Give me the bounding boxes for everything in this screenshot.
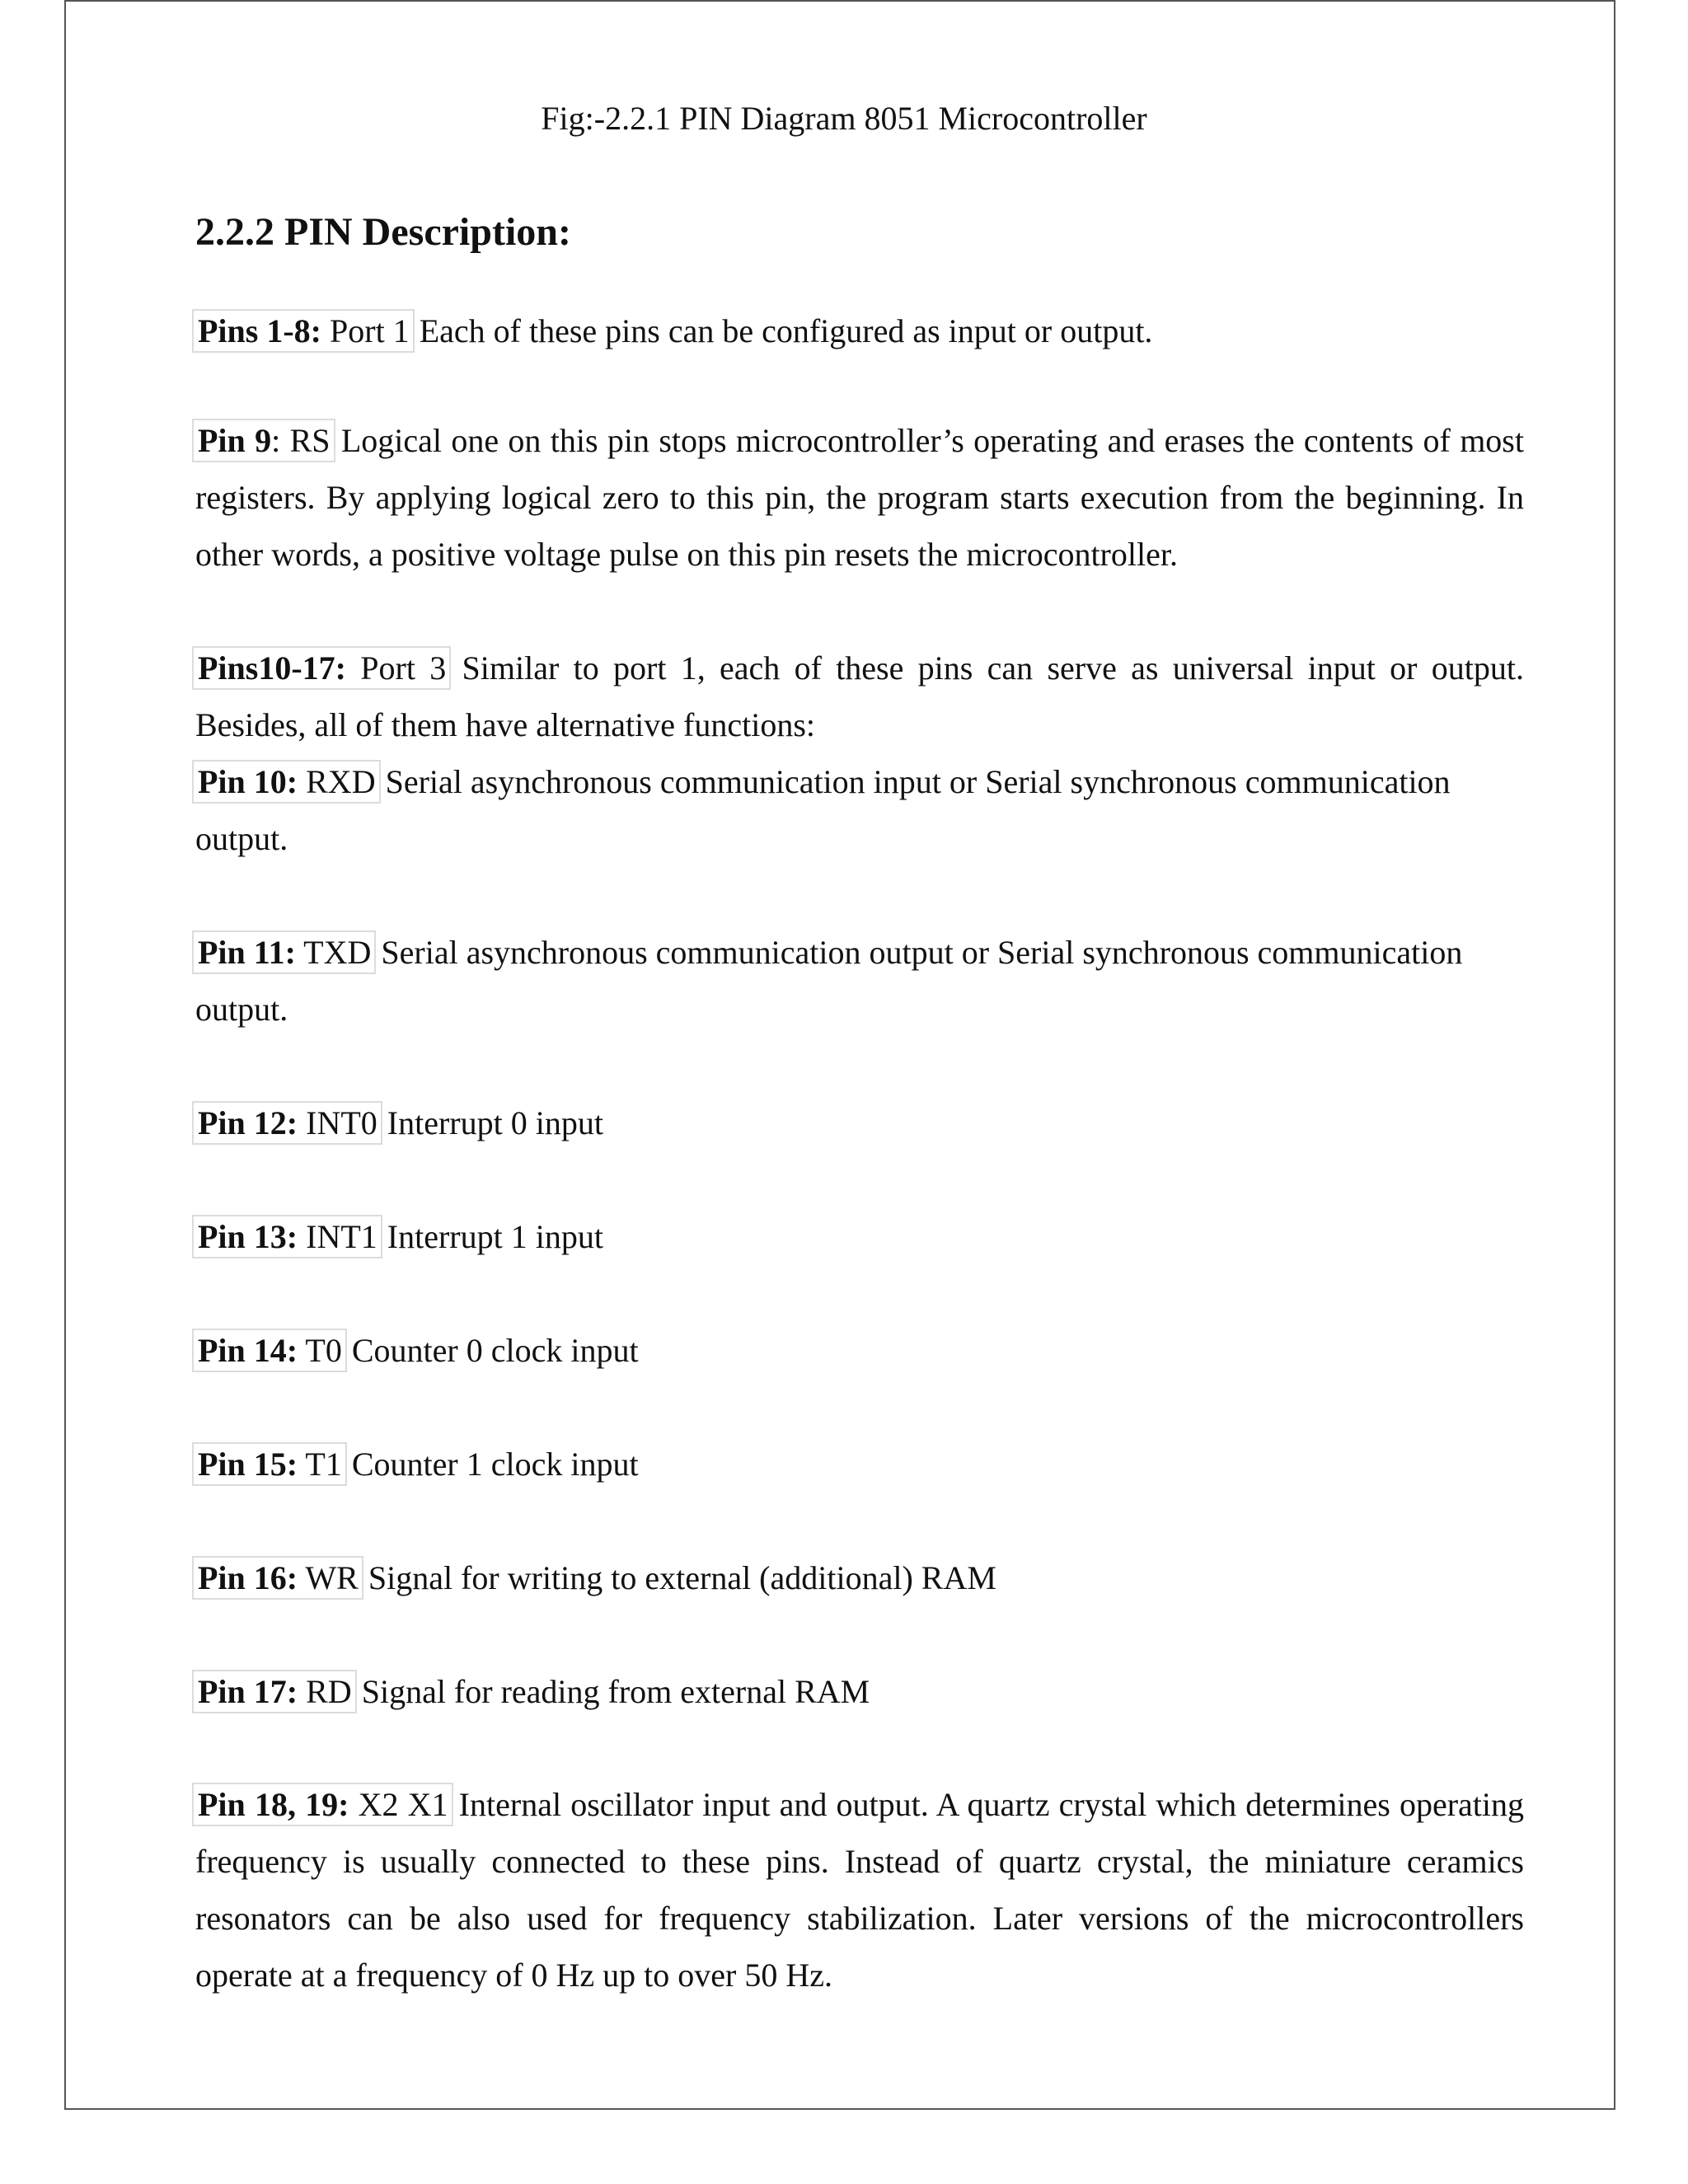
pin-signal: RD: [298, 1673, 352, 1710]
pin-entry-17: [195, 1663, 1524, 1720]
pin-label-box: [195, 1446, 344, 1483]
pin-description: Interrupt 0 input: [378, 1104, 603, 1141]
pin-label: Pin 9: [198, 422, 272, 459]
pin-label-box: [195, 763, 377, 800]
pin-signal: INT1: [298, 1218, 377, 1255]
pin-description: Signal for writing to external (additional) RAM: [359, 1559, 996, 1596]
pin-label-box: [195, 1786, 450, 1823]
pin-label: Pins10-17:: [198, 649, 346, 687]
pin-label: Pin 10:: [198, 763, 298, 800]
pin-description: Serial asynchronous communication input or Serial synchronous communication output.: [195, 763, 1451, 857]
pin-entry-9: [195, 412, 1524, 583]
pin-signal: RXD: [298, 763, 376, 800]
pin-signal: X2 X1: [349, 1786, 448, 1823]
pin-entry-1-8: [195, 302, 1349, 359]
pin-label: Pin 17:: [198, 1673, 298, 1710]
pin-label-box: [195, 1218, 379, 1255]
pin-signal: T0: [298, 1332, 342, 1369]
pin-entry-13: [195, 1208, 1524, 1265]
section-heading: 2.2.2 PIN Description:: [195, 210, 571, 254]
pin-label: Pin 11:: [198, 934, 296, 971]
pin-label-box: [195, 422, 332, 459]
pin-entry-18-19: [195, 1776, 1524, 2004]
pin-label: Pin 12:: [198, 1104, 298, 1141]
pin-label: Pin 13:: [198, 1218, 298, 1255]
pin-description: Serial asynchronous communication output or Serial synchronous communication output.: [195, 934, 1463, 1028]
pin-description: Logical one on this pin stops microcontroller’s operating and erases the contents of most registers. By applying logical zero to this pin, the program starts execution from the beginning. In other words, a positive voltage pulse on this pin resets the microcontroller.: [195, 422, 1524, 573]
pin-entry-11: [195, 924, 1514, 1038]
pin-label: Pin 18, 19:: [198, 1786, 349, 1823]
pin-entry-14: [195, 1322, 1524, 1379]
pin-label-box: [195, 1673, 354, 1710]
pin-signal: TXD: [295, 934, 372, 971]
pin-description: Counter 0 clock input: [343, 1332, 639, 1369]
pin-label: Pin 14:: [198, 1332, 298, 1369]
pin-signal: WR: [298, 1559, 359, 1596]
pin-description: Signal for reading from external RAM: [353, 1673, 870, 1710]
pin-signal: : RS: [271, 422, 331, 459]
pin-signal: T1: [298, 1446, 342, 1483]
pin-entry-15: [195, 1436, 1524, 1493]
pin-signal: Port 1: [321, 312, 410, 349]
pin-label-box: [195, 1559, 360, 1596]
pin-label-box: [195, 312, 411, 349]
pin-description: Each of these pins can be configured as input or output.: [410, 312, 1153, 349]
pin-signal: INT0: [298, 1104, 377, 1141]
figure-caption: Fig:-2.2.1 PIN Diagram 8051 Microcontroller: [541, 100, 1147, 137]
pin-description: Counter 1 clock input: [343, 1446, 639, 1483]
pin-description: Interrupt 1 input: [378, 1218, 603, 1255]
pin-label-box: [195, 934, 373, 971]
pin-entry-10-17: [195, 640, 1524, 753]
pin-label-box: [195, 649, 448, 687]
pin-label: Pin 15:: [198, 1446, 298, 1483]
pin-signal: Port 3: [346, 649, 447, 687]
pin-description: Similar to port 1, each of these pins can serve as universal input or output. Besides, all of them have alternative functions:: [195, 649, 1524, 743]
pin-label: Pin 16:: [198, 1559, 298, 1596]
pin-entry-16: [195, 1549, 1524, 1606]
pin-label-box: [195, 1332, 344, 1369]
pin-label-box: [195, 1104, 379, 1141]
pin-description: Internal oscillator input and output. A quartz crystal which determines operating frequency is usually connected to these pins. Instead of quartz crystal, the miniature ceramics resonators can be also used for frequency stabilization. Later versions of the microcontrollers operate at a frequency of 0 Hz up to over 50 Hz.: [195, 1786, 1525, 1994]
pin-entry-12: [195, 1094, 1524, 1151]
pin-label: Pins 1-8:: [198, 312, 321, 349]
pin-entry-10: [195, 753, 1514, 867]
